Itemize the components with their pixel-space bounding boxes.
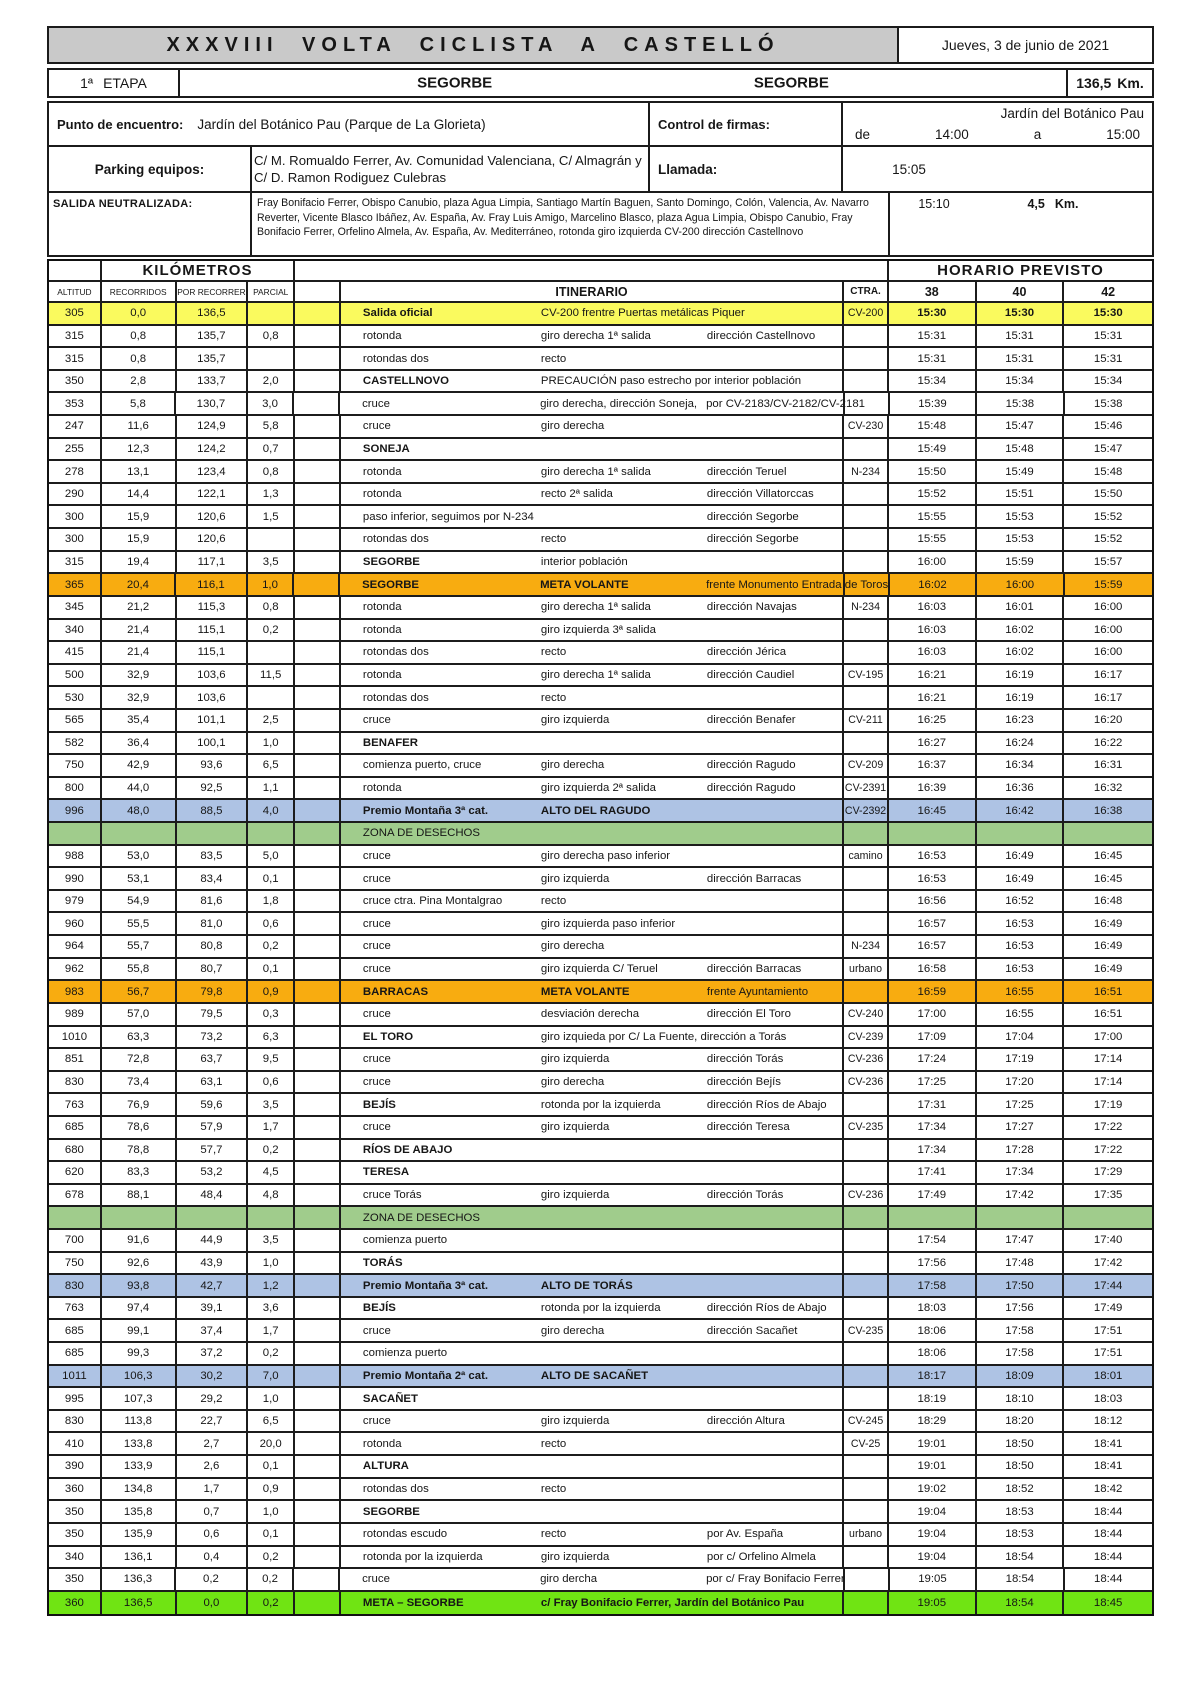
table-row: 565 35,4 101,1 2,5 cruce giro izquierda dirección Benafer CV-211 16:25 16:23 16:20	[49, 710, 1152, 733]
table-row: 247 11,6 124,9 5,8 cruce giro derecha CV-230 15:48 15:47 15:46	[49, 416, 1152, 439]
sign-control-label: Control de firmas:	[650, 103, 843, 145]
table-row: 830 113,8 22,7 6,5 cruce giro izquierda dirección Altura CV-245 18:29 18:20 18:12	[49, 1411, 1152, 1434]
col-ctra: CTRA.	[844, 282, 889, 301]
stage-distance: 136,5	[1076, 75, 1112, 91]
kilometros-group-header: KILÓMETROS	[102, 261, 295, 280]
meeting-point-label: Punto de encuentro:	[57, 116, 184, 132]
sign-control-a: a	[1033, 127, 1042, 142]
table-row: 1010 63,3 73,2 6,3 EL TORO giro izquieda por C/ La Fuente, dirección a Torás CV-239 17:09 17:04 17:00	[49, 1027, 1152, 1050]
table-row: 685 99,3 37,2 0,2 comienza puerto 18:06 17:58 17:51	[49, 1343, 1152, 1366]
col-recorridos: RECORRIDOS	[102, 282, 177, 301]
stage-finish: SEGORBE	[753, 74, 829, 92]
table-row: 750 42,9 93,6 6,5 comienza puerto, cruce giro derecha dirección Ragudo CV-209 16:37 16:34 16:31	[49, 755, 1152, 778]
table-row: 988 53,0 83,5 5,0 cruce giro derecha paso inferior camino 16:53 16:49 16:45	[49, 846, 1152, 869]
info-block	[47, 101, 1154, 257]
table-row: 345 21,2 115,3 0,8 rotonda giro derecha 1ª salida dirección Navajas N-234 16:03 16:01 16:00	[49, 597, 1152, 620]
call-time: 15:05	[892, 161, 926, 177]
table-row: 750 92,6 43,9 1,0 TORÁS 17:56 17:48 17:42	[49, 1253, 1152, 1276]
col-speed-38: 38	[889, 282, 977, 301]
table-row: 763 76,9 59,6 3,5 BEJÍS rotonda por la izquierda dirección Ríos de Abajo 17:31 17:25 17:19	[49, 1094, 1152, 1117]
stage-start: SEGORBE	[417, 74, 493, 92]
meeting-point-value: Jardín del Botánico Pau (Parque de La Glorieta)	[197, 116, 486, 132]
table-row: 300 15,9 120,6 1,5 paso inferior, seguimos por N-234 dirección Segorbe 15:55 15:53 15:52	[49, 506, 1152, 529]
neutralized-start-label: SALIDA NEUTRALIZADA:	[49, 193, 252, 255]
sign-control-from: 14:00	[934, 127, 969, 142]
table-row: 315 0,8 135,7 rotondas dos recto 15:31 15:31 15:31	[49, 348, 1152, 371]
table-row: 410 133,8 2,7 20,0 rotonda recto CV-25 19:01 18:50 18:41	[49, 1433, 1152, 1456]
table-row: 962 55,8 80,7 0,1 cruce giro izquierda C/ Teruel dirección Barracas urbano 16:58 16:53 16:49	[49, 959, 1152, 982]
table-row: 830 73,4 63,1 0,6 cruce giro derecha dirección Bejís CV-236 17:25 17:20 17:14	[49, 1072, 1152, 1095]
table-row: 350 136,3 0,2 0,2 cruce giro dercha por c/ Fray Bonifacio Ferrer 19:05 18:54 18:44	[49, 1569, 1152, 1592]
table-row: 278 13,1 123,4 0,8 rotonda giro derecha 1ª salida dirección Teruel N-234 15:50 15:49 15:48	[49, 461, 1152, 484]
neutralized-distance-value: 4,5	[1027, 197, 1045, 211]
table-row: 360 134,8 1,7 0,9 rotondas dos recto 19:02 18:52 18:42	[49, 1479, 1152, 1502]
table-row: 390 133,9 2,6 0,1 ALTURA 19:01 18:50 18:41	[49, 1456, 1152, 1479]
stage-label: ETAPA	[103, 75, 147, 91]
table-row: 830 93,8 42,7 1,2 Premio Montaña 3ª cat. ALTO DE TORÁS 17:58 17:50 17:44	[49, 1275, 1152, 1298]
itinerary-body	[49, 303, 1152, 1614]
table-row: 979 54,9 81,6 1,8 cruce ctra. Pina Montalgrao recto 16:56 16:52 16:48	[49, 891, 1152, 914]
sign-control-to: 15:00	[1106, 127, 1140, 142]
table-row: 315 19,4 117,1 3,5 SEGORBE interior población 16:00 15:59 15:57	[49, 552, 1152, 575]
table-row: 620 83,3 53,2 4,5 TERESA 17:41 17:34 17:29	[49, 1162, 1152, 1185]
table-row: 500 32,9 103,6 11,5 rotonda giro derecha 1ª salida dirección Caudiel CV-195 16:21 16:19 16:17	[49, 665, 1152, 688]
parking-label: Parking equipos:	[49, 147, 252, 191]
stage-number: 1ª	[80, 75, 94, 91]
col-speed-40: 40	[977, 282, 1065, 301]
sign-control-schedule	[843, 103, 1152, 145]
table-row: ZONA DE DESECHOS	[49, 1207, 1152, 1230]
neutralized-distance-unit: Km.	[1054, 197, 1079, 211]
table-row: 763 97,4 39,1 3,6 BEJÍS rotonda por la izquierda dirección Ríos de Abajo 18:03 17:56 17:49	[49, 1298, 1152, 1321]
table-row: 800 44,0 92,5 1,1 rotonda giro izquierda 2ª salida dirección Ragudo CV-2391 16:39 16:36 16:32	[49, 778, 1152, 801]
stage-row	[47, 68, 1154, 98]
table-row: 360 136,5 0,0 0,2 META – SEGORBE c/ Fray Bonifacio Ferrer, Jardín del Botánico Pau 19:05 18:54 18:45	[49, 1592, 1152, 1615]
call-label: Llamada:	[650, 147, 843, 191]
table-row: 353 5,8 130,7 3,0 cruce giro derecha, dirección Soneja, por CV-2183/CV-2182/CV-2181 15:39 15:38 15:38	[49, 393, 1152, 416]
meeting-point-cell	[49, 103, 650, 145]
table-row: 340 21,4 115,1 0,2 rotonda giro izquierda 3ª salida 16:03 16:02 16:00	[49, 620, 1152, 643]
neutralized-start-time: 15:10	[918, 197, 950, 211]
neutralized-start-route: Fray Bonifacio Ferrer, Obispo Canubio, plaza Agua Limpia, Santiago Martín Baguen, Santo Domingo, Colón, Valencia, Av. Navarro Reverter, Vicente Blasco Ibáñez, Av. España, Av. Fray Luis Amigo, Marcelino Blasco, plaza Agua Limpia, Obispo Canubio, Fray Bonifacio Ferrer, Orfelino Almela, Av. España, Av. Mediterráneo, rotonda giro izquierda CV-200 dirección Castellnovo	[252, 193, 890, 255]
table-row: 996 48,0 88,5 4,0 Premio Montaña 3ª cat. ALTO DEL RAGUDO CV-2392 16:45 16:42 16:38	[49, 800, 1152, 823]
call-time-cell	[843, 147, 1152, 191]
parking-row	[49, 147, 1152, 193]
neutralized-start-row	[49, 193, 1152, 255]
page-title: XXXVIII VOLTA CICLISTA A CASTELLÓ	[47, 26, 897, 64]
table-row: 582 36,4 100,1 1,0 BENAFER 16:27 16:24 16:22	[49, 733, 1152, 756]
table-row: 255 12,3 124,2 0,7 SONEJA 15:49 15:48 15:47	[49, 439, 1152, 462]
table-row: 365 20,4 116,1 1,0 SEGORBE META VOLANTE frente Monumento Entrada de Toros 16:02 16:00 15:59	[49, 574, 1152, 597]
table-row: 1011 106,3 30,2 7,0 Premio Montaña 2ª cat. ALTO DE SACAÑET 18:17 18:09 18:01	[49, 1366, 1152, 1389]
table-row: 350 135,9 0,6 0,1 rotondas escudo recto por Av. España urbano 19:04 18:53 18:44	[49, 1524, 1152, 1547]
col-icon	[295, 282, 341, 301]
roadbook-page	[47, 26, 1154, 1616]
table-row: 315 0,8 135,7 0,8 rotonda giro derecha 1ª salida dirección Castellnovo 15:31 15:31 15:31	[49, 326, 1152, 349]
table-row: 305 0,0 136,5 Salida oficial CV-200 frentre Puertas metálicas Piquer CV-200 15:30 15:30 15:30	[49, 303, 1152, 326]
table-row: 290 14,4 122,1 1,3 rotonda recto 2ª salida dirección Villatorccas 15:52 15:51 15:50	[49, 484, 1152, 507]
stage-route-cell	[178, 68, 1066, 98]
meeting-row	[49, 103, 1152, 147]
stage-date: Jueves, 3 de junio de 2021	[897, 26, 1154, 64]
table-row: 960 55,5 81,0 0,6 cruce giro izquierda paso inferior 16:57 16:53 16:49	[49, 913, 1152, 936]
col-speed-42: 42	[1101, 284, 1116, 299]
table-row: 350 135,8 0,7 1,0 SEGORBE 19:04 18:53 18:44	[49, 1501, 1152, 1524]
table-row: 350 2,8 133,7 2,0 CASTELLNOVO PRECAUCIÓN paso estrecho por interior población 15:34 15:34 15:34	[49, 371, 1152, 394]
stage-number-cell	[47, 68, 178, 98]
col-altitud: ALTITUD	[49, 282, 102, 301]
table-row: 678 88,1 48,4 4,8 cruce Torás giro izquierda dirección Torás CV-236 17:49 17:42 17:35	[49, 1185, 1152, 1208]
table-row: 685 78,6 57,9 1,7 cruce giro izquierda dirección Teresa CV-235 17:34 17:27 17:22	[49, 1117, 1152, 1140]
table-row: ZONA DE DESECHOS	[49, 823, 1152, 846]
table-row: 851 72,8 63,7 9,5 cruce giro izquierda dirección Torás CV-236 17:24 17:19 17:14	[49, 1049, 1152, 1072]
stage-distance-cell	[1066, 68, 1154, 98]
parking-value: C/ M. Romualdo Ferrer, Av. Comunidad Valenciana, C/ Almagrán y C/ D. Ramon Rodiguez Culebras	[252, 147, 650, 191]
itinerary-table	[47, 259, 1154, 1616]
group-header-row	[49, 261, 1152, 282]
horario-group-header: HORARIO PREVISTO	[937, 262, 1104, 279]
neutralized-start-info	[890, 193, 1152, 255]
col-parcial: PARCIAL	[248, 282, 295, 301]
sign-control-times	[851, 127, 1144, 142]
stage-distance-unit: Km.	[1117, 75, 1144, 91]
table-row: 685 99,1 37,4 1,7 cruce giro derecha dirección Sacañet CV-235 18:06 17:58 17:51	[49, 1320, 1152, 1343]
title-row	[47, 26, 1154, 64]
col-itinerario: ITINERARIO	[341, 282, 844, 301]
table-row: 530 32,9 103,6 rotondas dos recto 16:21 16:19 16:17	[49, 687, 1152, 710]
table-row: 340 136,1 0,4 0,2 rotonda por la izquierda giro izquierda por c/ Orfelino Almela 19:04 18:54 18:44	[49, 1547, 1152, 1570]
sign-control-place: Jardín del Botánico Pau	[1000, 106, 1144, 121]
table-row: 700 91,6 44,9 3,5 comienza puerto 17:54 17:47 17:40	[49, 1230, 1152, 1253]
neutralized-start-distance	[978, 197, 1128, 211]
sign-control-de: de	[855, 127, 871, 142]
column-header-row	[49, 282, 1152, 303]
table-row: 989 57,0 79,5 0,3 cruce desviación derecha dirección El Toro CV-240 17:00 16:55 16:51	[49, 1004, 1152, 1027]
table-row: 983 56,7 79,8 0,9 BARRACAS META VOLANTE frente Ayuntamiento 16:59 16:55 16:51	[49, 981, 1152, 1004]
table-row: 995 107,3 29,2 1,0 SACAÑET 18:19 18:10 18:03	[49, 1388, 1152, 1411]
table-row: 990 53,1 83,4 0,1 cruce giro izquierda dirección Barracas 16:53 16:49 16:45	[49, 868, 1152, 891]
table-row: 300 15,9 120,6 rotondas dos recto dirección Segorbe 15:55 15:53 15:52	[49, 529, 1152, 552]
table-row: 680 78,8 57,7 0,2 RÍOS DE ABAJO 17:34 17:28 17:22	[49, 1140, 1152, 1163]
table-row: 415 21,4 115,1 rotondas dos recto dirección Jérica 16:03 16:02 16:00	[49, 642, 1152, 665]
table-row: 964 55,7 80,8 0,2 cruce giro derecha N-234 16:57 16:53 16:49	[49, 936, 1152, 959]
col-por-recorrer: POR RECORRER	[177, 282, 249, 301]
